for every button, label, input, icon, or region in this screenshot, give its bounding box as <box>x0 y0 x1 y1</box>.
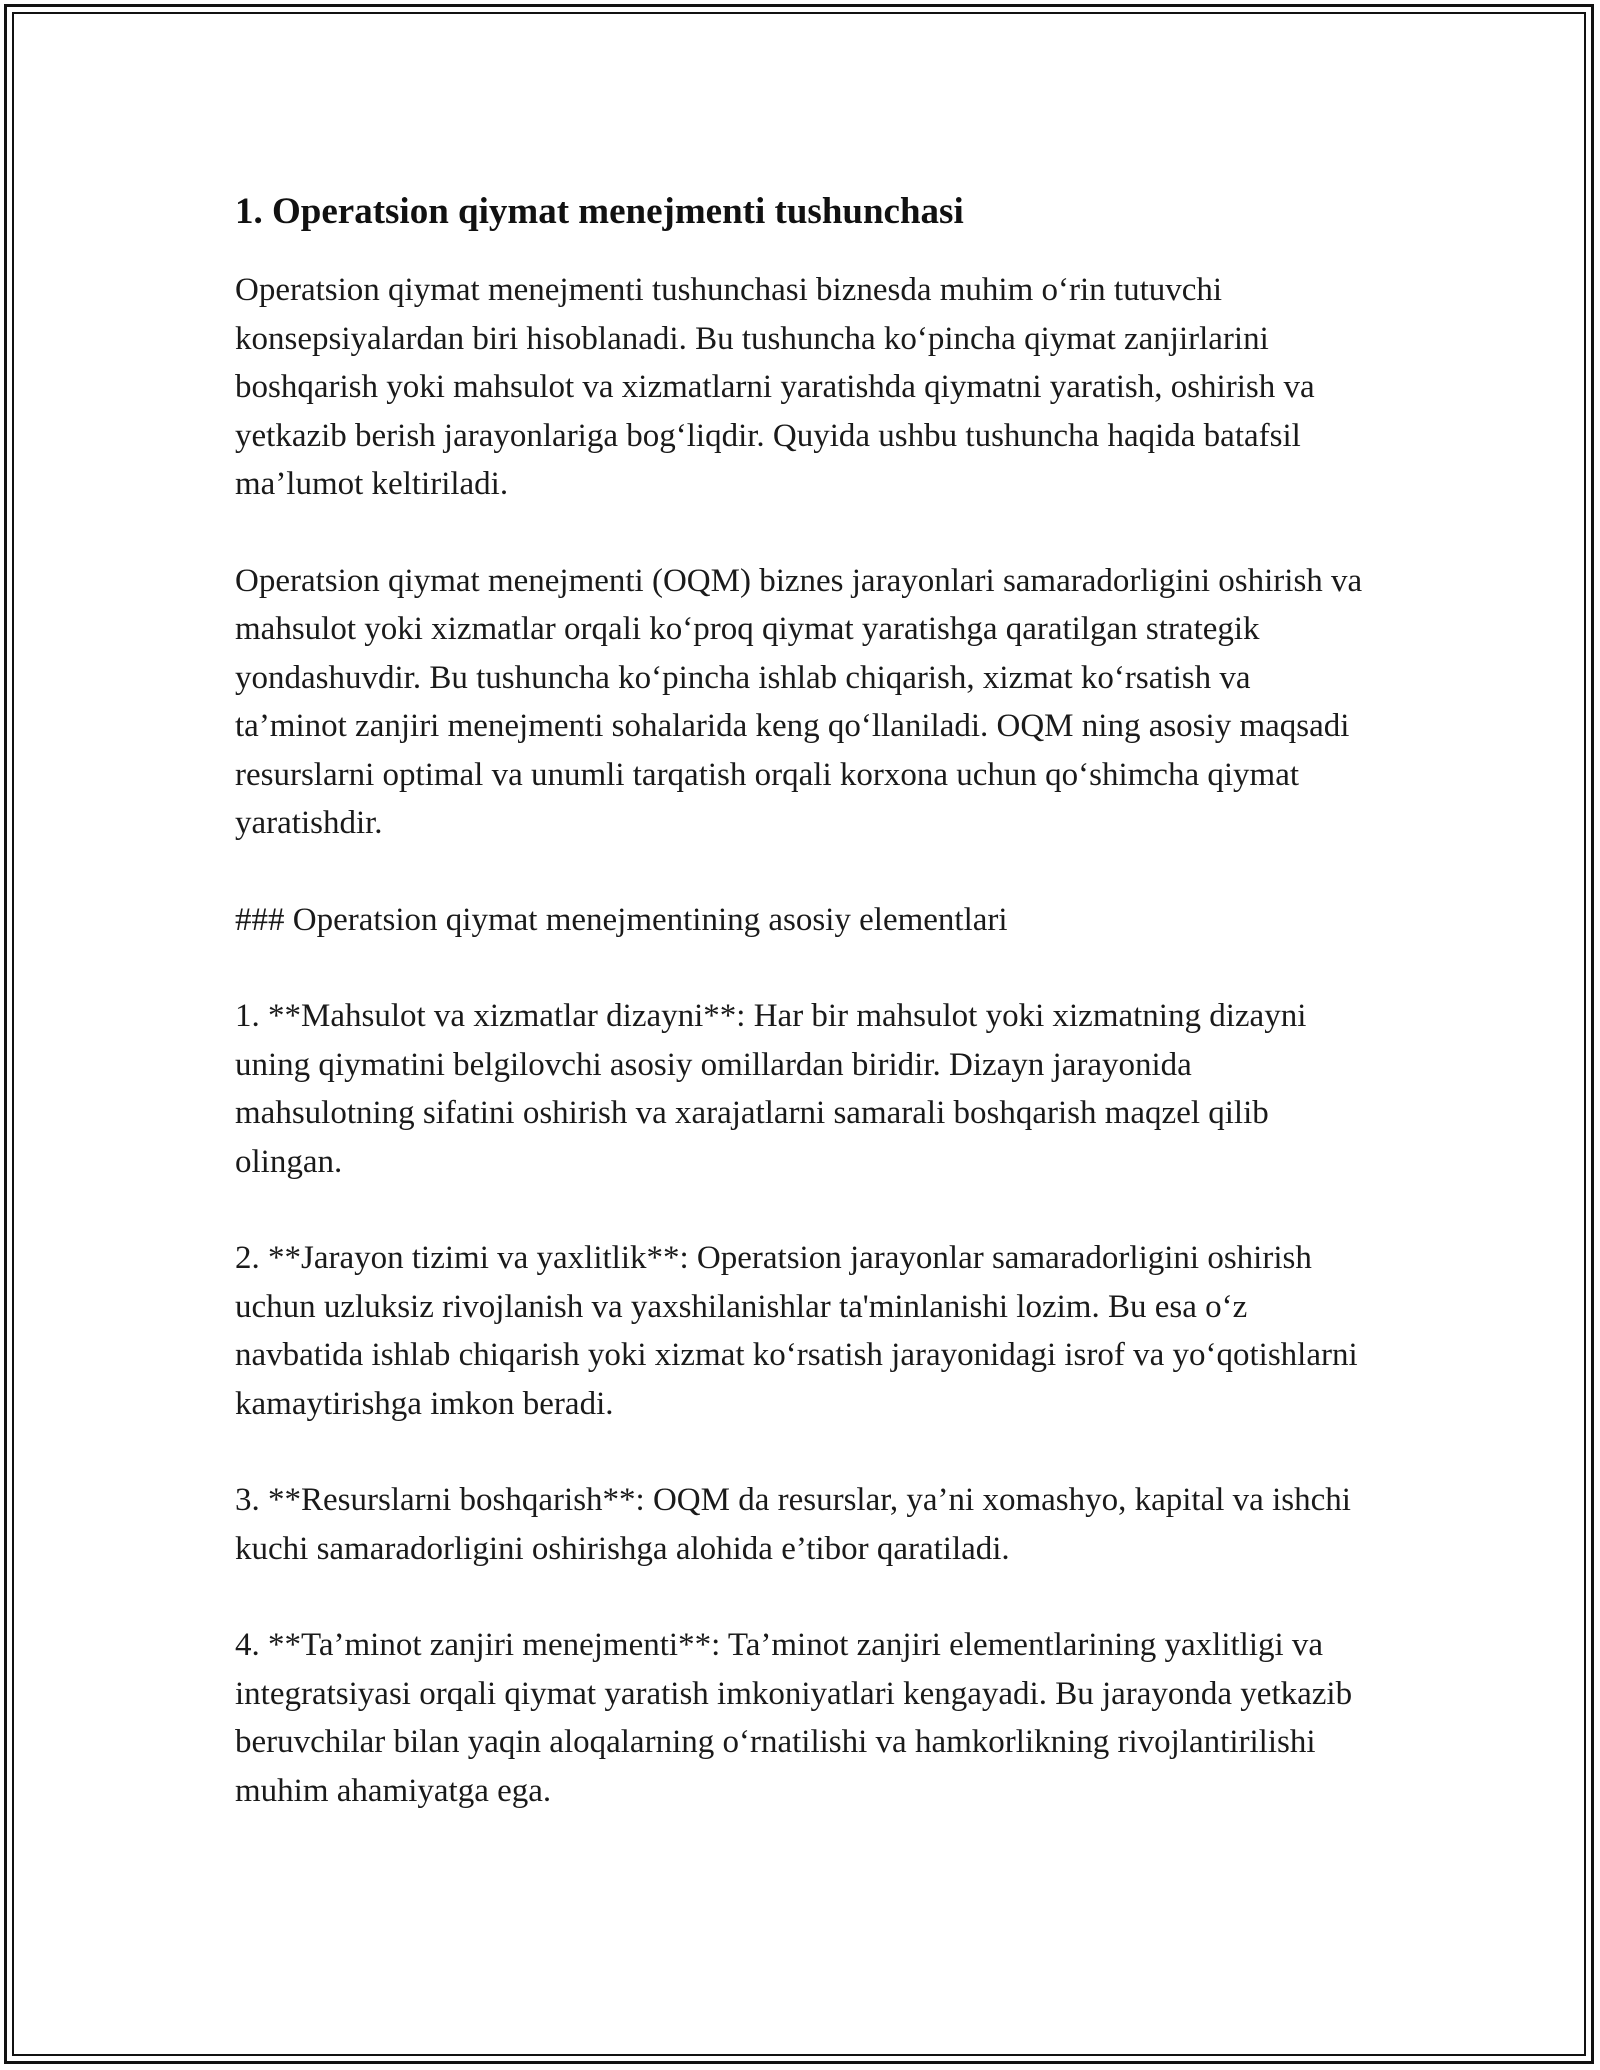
section-heading-line: ### Operatsion qiymat menejmentining asosiy elementlari <box>235 901 1008 938</box>
list-item-process-system: 2. **Jarayon tizimi va yaxlitlik**: Operatsion jarayonlar samaradorligini oshirish uchun uzluksiz rivojlanish va yaxshilanishlar ta'minlanishi lozim. Bu esa o‘z navbatida ishlab chiqarish yoki xizmat ko‘rsatish jarayonidagi isrof va yo‘qotishlarni kamaytirishga imkon beradi. <box>235 1240 1358 1422</box>
list-item-resource-management: 3. **Resurslarni boshqarish**: OQM da resurslar, ya’ni xomashyo, kapital va ishchi kuchi samaradorligini oshirishga alohida e’tibor qaratiladi. <box>235 1482 1351 1567</box>
list-item-supply-chain: 4. **Ta’minot zanjiri menejmenti**: Ta’minot zanjiri elementlarining yaxlitligi va integratsiyasi orqali qiymat yaratish imkoniyatlari kengayadi. Bu jarayonda yetkazib beruvchilar bilan yaqin aloqalarning o‘rnatilishi va hamkorlikning rivojlantirilishi muhim ahamiyatga ega. <box>235 1627 1353 1809</box>
document-title: 1. Operatsion qiymat menejmenti tushunchasi <box>235 191 964 232</box>
document-body <box>235 186 1365 1863</box>
list-item-product-design: 1. **Mahsulot va xizmatlar dizayni**: Har bir mahsulot yoki xizmatning dizayni uning qiymatini belgilovchi asosiy omillardan biridir. Dizayn jarayonida mahsulotning sifatini oshirish va xarajatlarni samarali boshqarish maqzel qilib olingan. <box>235 998 1307 1180</box>
definition-paragraph: Operatsion qiymat menejmenti (OQM) biznes jarayonlari samaradorligini oshirish va mahsulot yoki xizmatlar orqali ko‘proq qiymat yaratishga qaratilgan strategik yondashuvdir. Bu tushuncha ko‘pincha ishlab chiqarish, xizmat ko‘rsatish va ta’minot zanjiri menejmenti sohalarida keng qo‘llaniladi. OQM ning asosiy maqsadi resurslarni optimal va unumli tarqatish orqali korxona uchun qo‘shimcha qiymat yaratishdir. <box>235 562 1363 841</box>
intro-paragraph: Operatsion qiymat menejmenti tushunchasi biznesda muhim o‘rin tutuvchi konsepsiyalardan biri hisoblanadi. Bu tushuncha ko‘pincha qiymat zanjirlarini boshqarish yoki mahsulot va xizmatlarni yaratishda qiymatni yaratish, oshirish va yetkazib berish jarayonlariga bog‘liqdir. Quyida ushbu tushuncha haqida batafsil ma’lumot keltiriladi. <box>235 272 1315 502</box>
